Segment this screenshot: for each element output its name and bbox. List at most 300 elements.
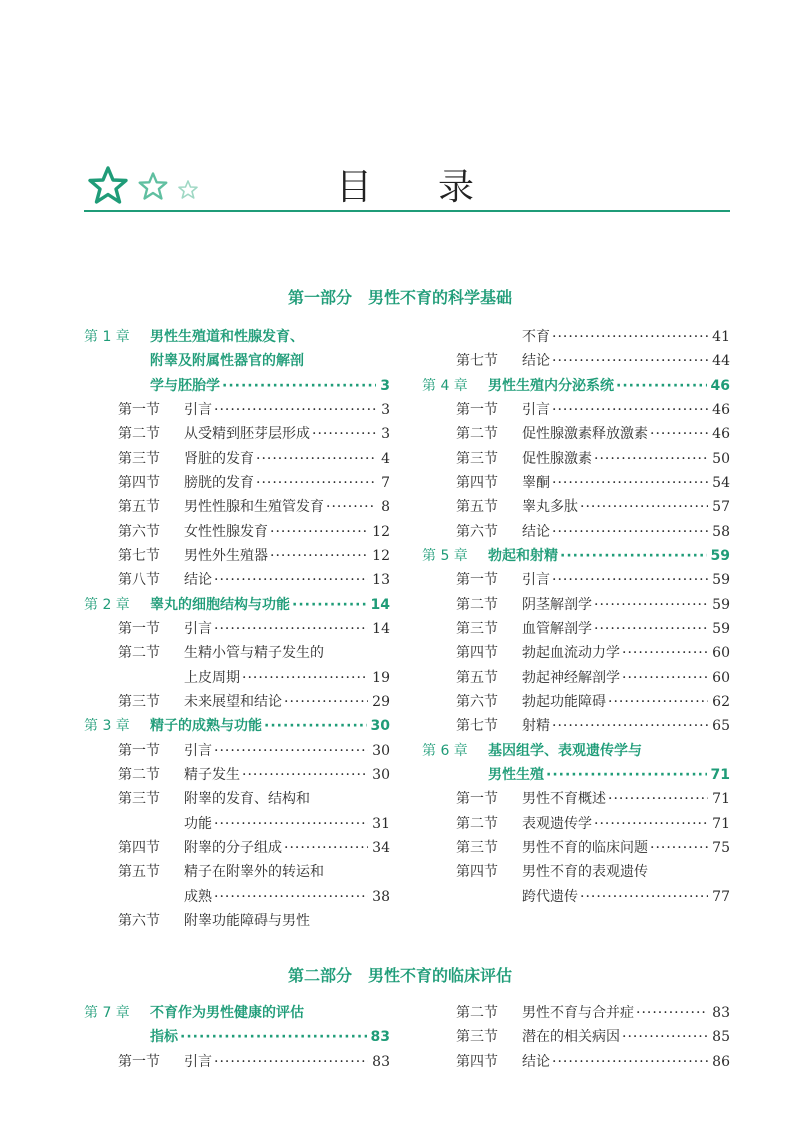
entry-title: 学与胚胎学 [150, 377, 220, 394]
entry-title: 男性生殖道和性腺发育、 [150, 329, 304, 345]
entry-title: 潜在的相关病因 [522, 1029, 620, 1046]
toc-section-entry[interactable] [84, 497, 390, 517]
page-number: 31 [372, 815, 390, 832]
section-label: 第四节 [118, 474, 160, 491]
entry-title-line [488, 741, 730, 761]
toc-section-entry[interactable] [84, 911, 390, 931]
entry-title-line [184, 1052, 390, 1072]
entry-title: 结论 [522, 523, 550, 540]
entry-title: 男性不育的表观遗传 [522, 864, 648, 881]
section-label: 第一节 [118, 1053, 160, 1070]
entry-title-line [150, 376, 390, 396]
section-label: 第三节 [456, 620, 498, 637]
page-title: 目录 [336, 167, 541, 208]
page-number: 38 [372, 888, 390, 905]
entry-title-line [150, 595, 390, 615]
entry-title: 膀胱的发育 [184, 474, 254, 491]
part-heading-1: 第一部分 男性不育的科学基础 [287, 288, 512, 307]
page-number: 57 [712, 499, 730, 516]
page-number: 62 [712, 693, 730, 710]
section-label: 第四节 [456, 645, 498, 662]
entry-title-line [184, 911, 390, 931]
small-star-icon [178, 180, 198, 199]
chapter-label: 第 2 章 [84, 596, 130, 613]
entry-title-line [150, 1027, 390, 1047]
toc-section-entry[interactable] [84, 546, 390, 566]
page-number: 58 [712, 523, 730, 540]
toc-entry-continuation[interactable] [84, 1027, 390, 1047]
dot-leader [242, 765, 368, 785]
page-number: 41 [712, 329, 730, 345]
page-number: 30 [370, 718, 390, 735]
page-number: 46 [712, 401, 730, 418]
dot-leader [608, 789, 708, 809]
entry-title: 勃起血流动力学 [522, 645, 620, 662]
toc-section-entry[interactable] [422, 449, 730, 469]
toc-section-entry[interactable] [422, 862, 730, 882]
toc-section-entry[interactable] [422, 1027, 730, 1047]
section-label: 第二节 [456, 596, 498, 613]
entry-title: 阴茎解剖学 [522, 596, 592, 613]
toc-section-entry[interactable] [84, 838, 390, 858]
chapter-label: 第 4 章 [422, 377, 468, 394]
dot-leader [594, 814, 708, 834]
entry-title: 引言 [184, 742, 212, 759]
entry-title: 男性生殖 [488, 766, 544, 783]
toc-chapter-entry[interactable] [422, 741, 730, 761]
toc-entry-continuation[interactable] [84, 887, 390, 907]
section-label: 第三节 [118, 791, 160, 808]
section-label: 第一节 [456, 401, 498, 418]
entry-title: 未来展望和结论 [184, 693, 282, 710]
page-number: 75 [712, 839, 730, 856]
toc-section-entry[interactable] [422, 570, 730, 590]
dot-leader [580, 497, 708, 517]
dot-leader [650, 424, 708, 444]
page-number: 46 [710, 377, 730, 394]
entry-title: 成熟 [184, 888, 212, 905]
toc-section-entry[interactable] [84, 1052, 390, 1072]
section-label: 第二节 [118, 766, 160, 783]
toc-section-entry[interactable] [84, 522, 390, 542]
section-label: 第五节 [118, 864, 160, 881]
page-number: 29 [372, 693, 390, 710]
entry-title: 附睾的分子组成 [184, 839, 282, 856]
entry-title: 附睾功能障碍与男性 [184, 912, 310, 929]
entry-title: 男性外生殖器 [184, 547, 268, 564]
toc-section-entry[interactable] [422, 643, 730, 663]
entry-title-line [488, 376, 730, 396]
section-label: 第二节 [456, 1005, 498, 1021]
section-label: 第六节 [456, 523, 498, 540]
page-number: 7 [381, 474, 390, 491]
entry-title-line [184, 473, 390, 493]
entry-title-line [184, 400, 390, 420]
section-label: 第三节 [118, 450, 160, 467]
entry-title-line [522, 449, 730, 469]
page-number: 60 [712, 669, 730, 686]
entry-title-line [184, 449, 390, 469]
section-label: 第八节 [118, 572, 160, 589]
toc-entry-continuation[interactable] [84, 351, 390, 371]
dot-leader [270, 522, 368, 542]
dot-leader [622, 668, 708, 688]
entry-title: 不育 [522, 329, 550, 345]
entry-title-line [150, 327, 390, 347]
toc-entry-continuation[interactable] [84, 814, 390, 834]
page-number: 46 [712, 426, 730, 443]
page-number: 12 [372, 547, 390, 564]
toc-chapter-entry[interactable] [84, 1003, 390, 1023]
entry-title-line [184, 814, 390, 834]
dot-leader [594, 619, 708, 639]
toc-chapter-entry[interactable] [422, 546, 730, 566]
section-label: 第一节 [118, 742, 160, 759]
header-rule [84, 210, 730, 212]
dot-leader [270, 546, 368, 566]
dot-leader [552, 351, 708, 371]
dot-leader [214, 887, 368, 907]
entry-title: 附睾的发育、结构和 [184, 791, 310, 808]
entry-title-line [522, 570, 730, 590]
section-label: 第四节 [118, 839, 160, 856]
entry-title-line [522, 814, 730, 834]
entry-title-line [522, 692, 730, 712]
entry-title: 附睾及附属性器官的解剖 [150, 353, 304, 370]
page-number: 71 [712, 815, 730, 832]
section-label: 第三节 [456, 450, 498, 467]
page-number: 8 [381, 499, 390, 516]
page-number: 50 [712, 450, 730, 467]
toc-section-entry[interactable] [84, 424, 390, 444]
entry-title-line [150, 716, 390, 736]
entry-title-line [522, 862, 730, 882]
entry-title-line [522, 716, 730, 736]
dot-leader [312, 424, 376, 444]
entry-title-line [522, 838, 730, 858]
toc-chapter-entry[interactable] [84, 716, 390, 736]
entry-title: 跨代遗传 [522, 888, 578, 905]
toc-section-entry[interactable] [84, 789, 390, 809]
dot-leader [580, 887, 708, 907]
page-number: 83 [712, 1005, 730, 1021]
entry-title: 表观遗传学 [522, 815, 592, 832]
entry-title-line [522, 1027, 730, 1047]
dot-leader [256, 449, 376, 469]
section-label: 第四节 [456, 864, 498, 881]
entry-title-line [184, 570, 390, 590]
dot-leader [552, 1052, 708, 1072]
entry-title-line [522, 400, 730, 420]
entry-title: 射精 [522, 718, 550, 735]
section-label: 第七节 [456, 718, 498, 735]
toc-section-entry[interactable] [422, 668, 730, 688]
page-number: 3 [381, 426, 390, 443]
toc-entry-continuation[interactable] [422, 887, 730, 907]
entry-title: 促性腺激素释放激素 [522, 426, 648, 443]
dot-leader [552, 570, 708, 590]
dot-leader [594, 449, 708, 469]
dot-leader [552, 522, 708, 542]
entry-title-line [184, 619, 390, 639]
entry-title: 睾酮 [522, 474, 550, 491]
section-label: 第二节 [456, 815, 498, 832]
page-number: 71 [710, 766, 730, 783]
entry-title-line [184, 643, 390, 663]
entry-title-line [184, 838, 390, 858]
entry-title: 血管解剖学 [522, 620, 592, 637]
entry-title-line [522, 424, 730, 444]
dot-leader [594, 595, 708, 615]
page-number: 30 [372, 766, 390, 783]
entry-title-line [522, 1003, 730, 1023]
dot-leader [292, 595, 367, 615]
entry-title-line [522, 473, 730, 493]
entry-title-line [522, 497, 730, 517]
dot-leader [546, 765, 707, 785]
chapter-label: 第 1 章 [84, 329, 130, 345]
dot-leader [616, 376, 707, 396]
entry-title: 女性性腺发育 [184, 523, 268, 540]
page-number: 65 [712, 718, 730, 735]
entry-title-line [522, 789, 730, 809]
entry-title-line [522, 619, 730, 639]
toc-section-entry[interactable] [422, 497, 730, 517]
dot-leader [552, 473, 708, 493]
entry-title: 睾丸多肽 [522, 499, 578, 516]
dot-leader [242, 668, 368, 688]
toc-section-entry[interactable] [84, 570, 390, 590]
entry-title: 男性不育的临床问题 [522, 839, 648, 856]
section-label: 第七节 [118, 547, 160, 564]
entry-title-line [522, 1052, 730, 1072]
dot-leader [636, 1003, 708, 1023]
page-number: 12 [372, 523, 390, 540]
entry-title-line [522, 887, 730, 907]
entry-title: 肾脏的发育 [184, 450, 254, 467]
entry-title: 精子在附睾外的转运和 [184, 864, 324, 881]
entry-title: 男性不育概述 [522, 791, 606, 808]
entry-title: 结论 [522, 353, 550, 370]
section-label: 第三节 [456, 1029, 498, 1046]
entry-title-line [150, 1003, 390, 1023]
toc-section-entry[interactable] [422, 692, 730, 712]
page-header [0, 0, 800, 220]
toc-section-entry[interactable] [422, 789, 730, 809]
page-number: 85 [712, 1029, 730, 1046]
section-label: 第一节 [118, 620, 160, 637]
toc-section-entry[interactable] [422, 424, 730, 444]
entry-title-line [150, 351, 390, 371]
entry-title: 男性生殖内分泌系统 [488, 377, 614, 394]
part-heading-2: 第二部分 男性不育的临床评估 [287, 966, 512, 985]
chapter-label: 第 6 章 [422, 742, 468, 759]
toc-section-entry[interactable] [422, 400, 730, 420]
entry-title: 不育作为男性健康的评估 [150, 1005, 304, 1021]
entry-title-line [184, 789, 390, 809]
entry-title: 结论 [522, 1053, 550, 1070]
toc-section-entry[interactable] [422, 716, 730, 736]
entry-title-line [184, 522, 390, 542]
section-label: 第五节 [456, 499, 498, 516]
dot-leader [222, 376, 376, 396]
dot-leader [608, 692, 708, 712]
entry-title-line [184, 765, 390, 785]
entry-title: 勃起功能障碍 [522, 693, 606, 710]
dot-leader [214, 1052, 368, 1072]
toc-section-entry[interactable] [422, 522, 730, 542]
entry-title-line [184, 887, 390, 907]
entry-title: 引言 [184, 401, 212, 418]
dot-leader [326, 497, 376, 517]
toc-section-entry[interactable] [84, 449, 390, 469]
dot-leader [622, 1027, 708, 1047]
entry-title: 结论 [184, 572, 212, 589]
dot-leader [214, 619, 368, 639]
entry-title: 精子的成熟与功能 [150, 718, 262, 735]
entry-title-line [522, 668, 730, 688]
toc-section-entry[interactable] [422, 351, 730, 371]
dot-leader [284, 838, 368, 858]
entry-title-line [184, 668, 390, 688]
section-label: 第四节 [456, 1053, 498, 1070]
toc-chapter-entry[interactable] [84, 595, 390, 615]
toc-section-entry[interactable] [84, 643, 390, 663]
toc-section-entry[interactable] [84, 473, 390, 493]
entry-title-line [522, 595, 730, 615]
entry-title-line [522, 351, 730, 371]
page-number: 14 [372, 620, 390, 637]
page-number: 44 [712, 353, 730, 370]
section-label: 第二节 [456, 426, 498, 443]
entry-title: 引言 [522, 572, 550, 589]
page-number: 77 [712, 888, 730, 905]
toc-entry-continuation[interactable] [84, 668, 390, 688]
entry-title: 促性腺激素 [522, 450, 592, 467]
page-number: 83 [370, 1029, 390, 1046]
toc-chapter-entry[interactable] [422, 376, 730, 396]
toc-section-entry[interactable] [422, 473, 730, 493]
dot-leader [214, 570, 368, 590]
toc-section-entry[interactable] [84, 765, 390, 785]
toc-section-entry[interactable] [422, 1003, 730, 1023]
toc-section-entry[interactable] [84, 862, 390, 882]
entry-title-line [522, 643, 730, 663]
entry-title: 引言 [184, 620, 212, 637]
page-number: 60 [712, 645, 730, 662]
toc-section-entry[interactable] [84, 400, 390, 420]
page-number: 14 [370, 596, 390, 613]
section-label: 第五节 [456, 669, 498, 686]
entry-title-line [488, 546, 730, 566]
section-label: 第二节 [118, 645, 160, 662]
entry-title: 睾丸的细胞结构与功能 [150, 596, 290, 613]
entry-title: 指标 [150, 1029, 178, 1046]
dot-leader [552, 400, 708, 420]
page-number: 4 [381, 450, 390, 467]
toc-chapter-entry[interactable] [84, 327, 390, 347]
entry-title: 引言 [522, 401, 550, 418]
entry-title-line [184, 497, 390, 517]
page-number: 59 [710, 547, 730, 564]
toc-entry-continuation[interactable] [84, 376, 390, 396]
toc-section-entry[interactable] [422, 814, 730, 834]
section-label: 第七节 [456, 353, 498, 370]
entry-title-line [184, 546, 390, 566]
entry-title-line [184, 741, 390, 761]
page-number: 34 [372, 839, 390, 856]
dot-leader [214, 400, 376, 420]
chapter-label: 第 3 章 [84, 718, 130, 735]
chapter-label: 第 7 章 [84, 1005, 130, 1021]
page-number: 59 [712, 596, 730, 613]
section-label: 第五节 [118, 499, 160, 516]
toc-section-entry[interactable] [422, 619, 730, 639]
toc-section-entry[interactable] [422, 595, 730, 615]
dot-leader [256, 473, 376, 493]
toc-entry-continuation[interactable] [422, 327, 730, 347]
dot-leader [552, 716, 708, 736]
entry-title-line [184, 862, 390, 882]
entry-title: 生精小管与精子发生的 [184, 645, 324, 662]
page-number: 30 [372, 742, 390, 759]
dot-leader [552, 327, 708, 347]
dot-leader [284, 692, 368, 712]
section-label: 第六节 [118, 523, 160, 540]
page-number: 86 [712, 1053, 730, 1070]
entry-title-line [522, 327, 730, 347]
entry-title-line [522, 522, 730, 542]
page-number: 83 [372, 1053, 390, 1070]
chapter-label: 第 5 章 [422, 547, 468, 564]
entry-title: 功能 [184, 815, 212, 832]
section-label: 第一节 [118, 401, 160, 418]
section-label: 第六节 [456, 693, 498, 710]
section-label: 第三节 [118, 693, 160, 710]
toc-entry-continuation[interactable] [422, 765, 730, 785]
page-number: 59 [712, 620, 730, 637]
page-number: 59 [712, 572, 730, 589]
page-number: 3 [381, 401, 390, 418]
dot-leader [264, 716, 367, 736]
toc-section-entry[interactable] [84, 619, 390, 639]
entry-title: 男性性腺和生殖管发育 [184, 499, 324, 516]
entry-title-line [184, 424, 390, 444]
section-label: 第三节 [456, 839, 498, 856]
entry-title: 上皮周期 [184, 669, 240, 686]
dot-leader [622, 643, 708, 663]
entry-title: 引言 [184, 1053, 212, 1070]
toc-section-entry[interactable] [84, 692, 390, 712]
entry-title: 从受精到胚芽层形成 [184, 426, 310, 443]
page-number: 13 [372, 572, 390, 589]
toc-section-entry[interactable] [84, 741, 390, 761]
toc-section-entry[interactable] [422, 1052, 730, 1072]
medium-star-icon [138, 172, 168, 200]
dot-leader [560, 546, 707, 566]
section-label: 第一节 [456, 791, 498, 808]
section-label: 第四节 [456, 474, 498, 491]
entry-title: 精子发生 [184, 766, 240, 783]
dot-leader [180, 1027, 367, 1047]
entry-title: 基因组学、表观遗传学与 [488, 742, 642, 759]
entry-title: 勃起神经解剖学 [522, 669, 620, 686]
entry-title: 男性不育与合并症 [522, 1005, 634, 1021]
toc-section-entry[interactable] [422, 838, 730, 858]
page-number: 19 [372, 669, 390, 686]
dot-leader [650, 838, 708, 858]
section-label: 第二节 [118, 426, 160, 443]
